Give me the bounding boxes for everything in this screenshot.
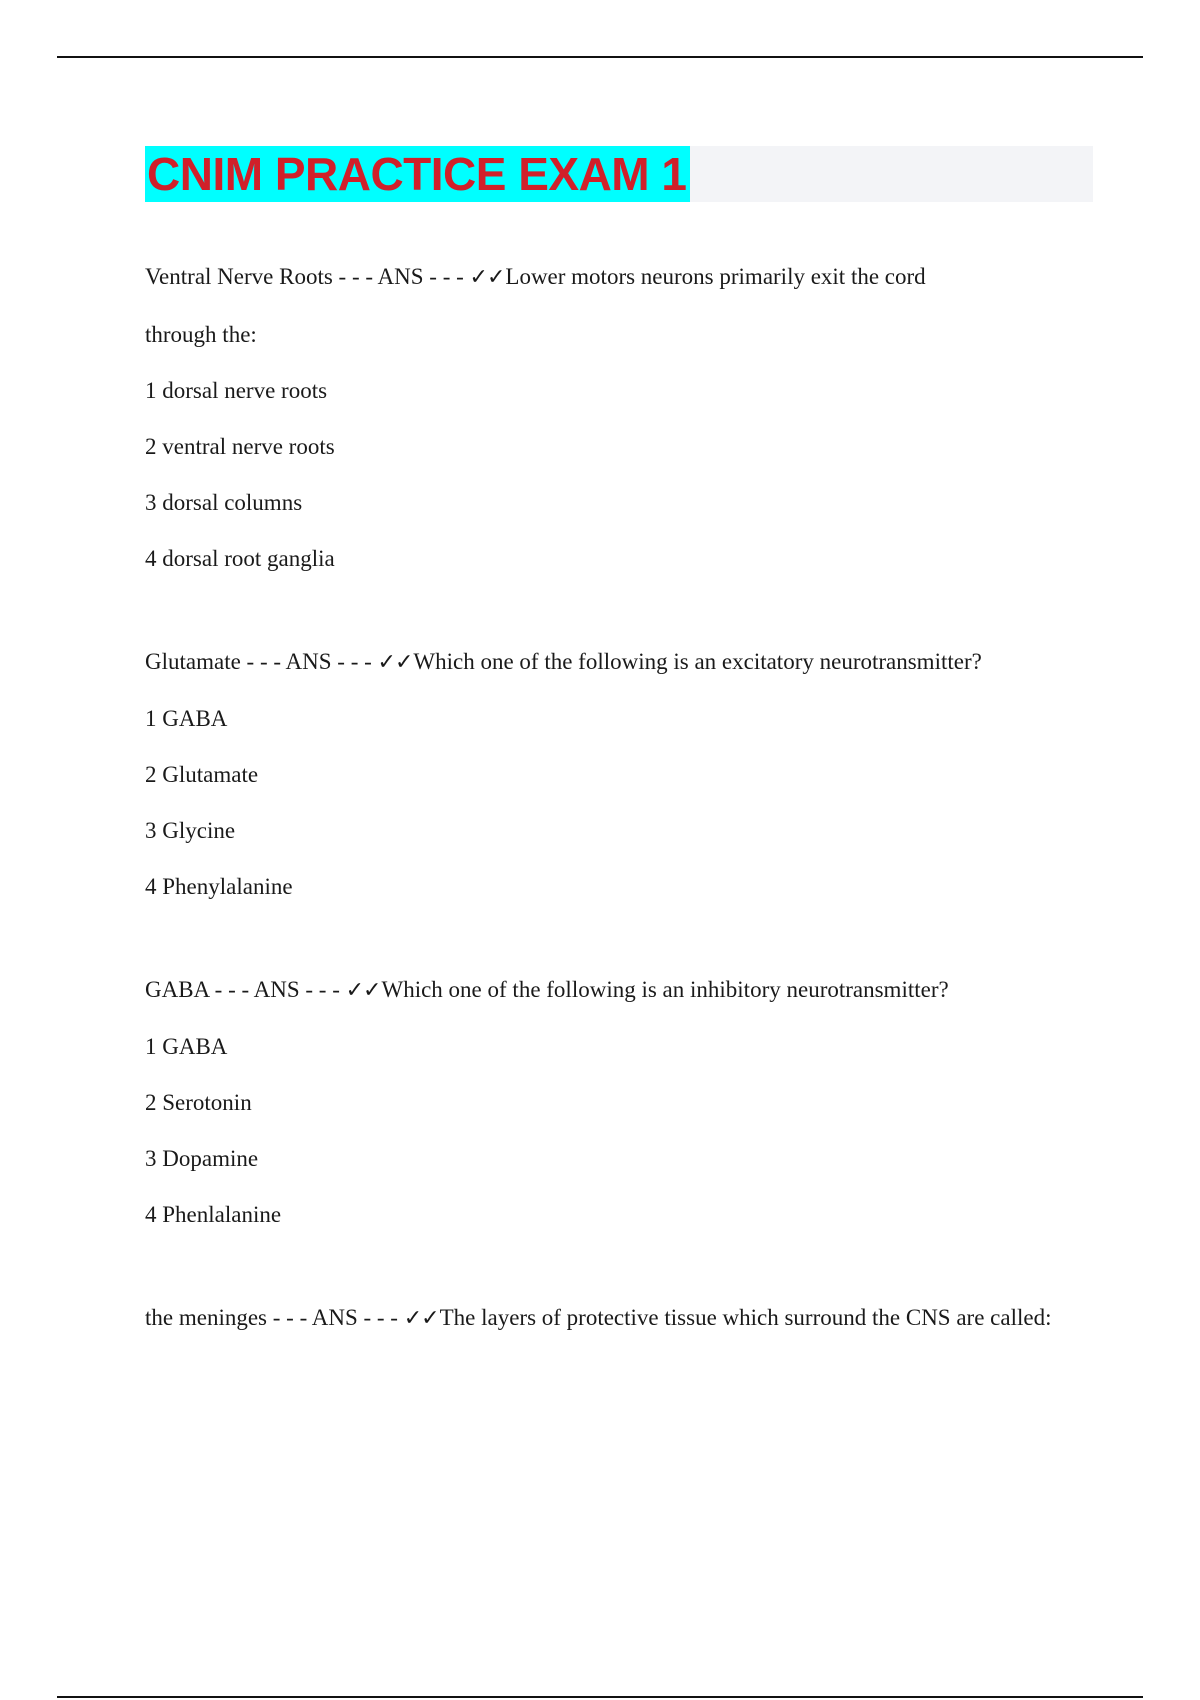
answer-text: Ventral Nerve Roots: [145, 264, 333, 289]
separator: - - -: [357, 1305, 404, 1330]
question-text: Lower motors neurons primarily exit the cord through the:: [145, 264, 926, 347]
separator: - - -: [332, 264, 378, 289]
question-text: Which one of the following is an inhibitory neurotransmitter?: [381, 977, 949, 1002]
option-item: 4 dorsal root ganglia: [145, 546, 335, 571]
separator: - - -: [331, 649, 378, 674]
option-item: 2 Serotonin: [145, 1090, 252, 1115]
ans-label: ANS: [253, 977, 300, 1002]
page-title: CNIM PRACTICE EXAM 1: [145, 146, 690, 202]
question-line: [145, 248, 990, 363]
question-line: [145, 633, 1105, 691]
option-item: 3 dorsal columns: [145, 490, 303, 515]
option-item: 4 Phenylalanine: [145, 874, 293, 899]
ans-label: ANS: [311, 1305, 358, 1330]
option-item: 1 GABA: [145, 706, 228, 731]
separator: - - -: [208, 977, 254, 1002]
ans-label: ANS: [377, 264, 424, 289]
exam-content: [145, 248, 1105, 1393]
answer-text: Glutamate: [145, 649, 241, 674]
option-item: 2 Glutamate: [145, 762, 259, 787]
answer-text: GABA: [145, 977, 209, 1002]
option-item: 1 GABA: [145, 1034, 228, 1059]
bottom-rule: [57, 1696, 1143, 1698]
ans-label: ANS: [285, 649, 332, 674]
option-item: 2 ventral nerve roots: [145, 434, 335, 459]
question-line: [145, 961, 1105, 1019]
separator: - - -: [299, 977, 346, 1002]
option-item: 3 Glycine: [145, 818, 236, 843]
separator: - - -: [423, 264, 470, 289]
separator: - - -: [240, 649, 286, 674]
question-block: [145, 633, 1105, 915]
double-check-icon: ✓✓: [403, 1306, 439, 1331]
top-rule: [57, 56, 1143, 58]
question-block: [145, 961, 1105, 1243]
question-block: [145, 1289, 1055, 1347]
option-item: 4 Phenlalanine: [145, 1202, 282, 1227]
separator: - - -: [267, 1305, 312, 1330]
question-block: [145, 248, 990, 587]
double-check-icon: ✓✓: [469, 265, 505, 290]
option-item: 3 Dopamine: [145, 1146, 259, 1171]
double-check-icon: ✓✓: [345, 978, 381, 1003]
question-text: Which one of the following is an excitatory neurotransmitter?: [413, 649, 982, 674]
double-check-icon: ✓✓: [377, 650, 413, 675]
question-text: The layers of protective tissue which surround the CNS are called:: [439, 1305, 1052, 1330]
question-line: [145, 1289, 1055, 1347]
answer-text: the meninges: [145, 1305, 267, 1330]
option-item: 1 dorsal nerve roots: [145, 378, 328, 403]
